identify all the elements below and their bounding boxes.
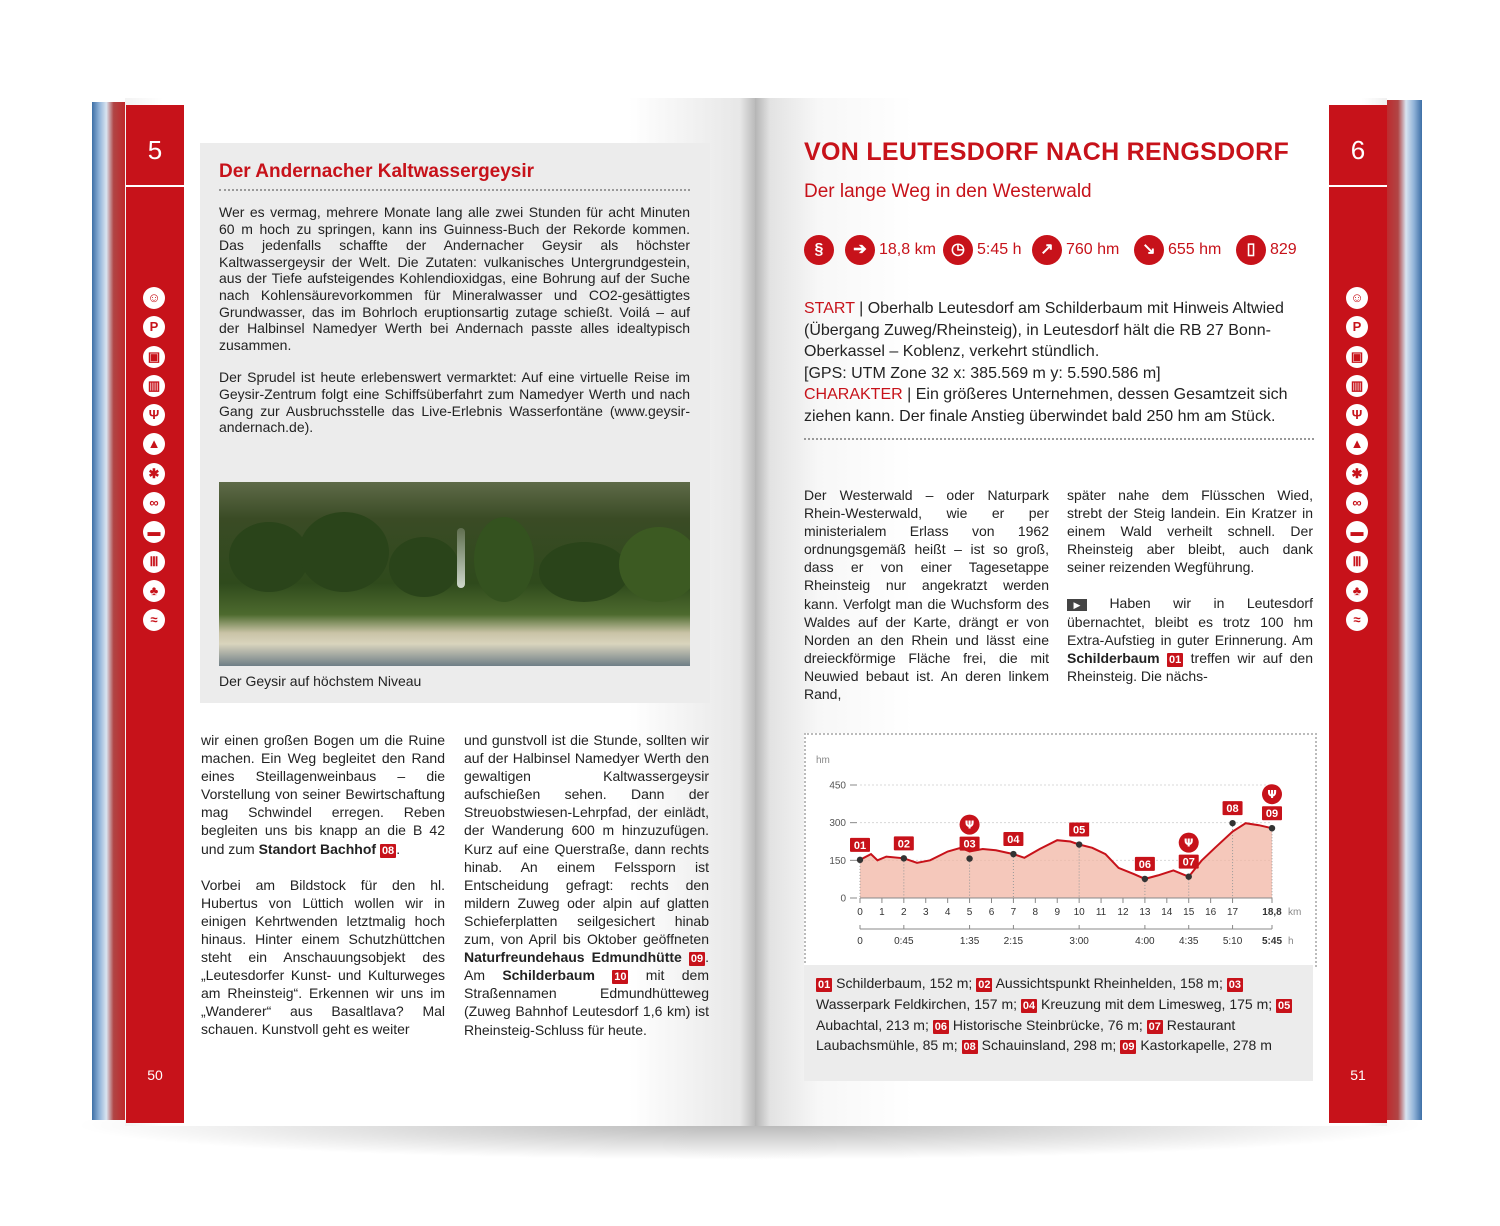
restaurant-icon-glyph: Ψ	[1184, 836, 1194, 850]
time-tick-label: 0	[857, 936, 863, 947]
x-tick-label: 9	[1054, 907, 1061, 918]
waypoint-legend	[804, 965, 1313, 1081]
side-icon-list	[143, 287, 167, 639]
x-tick-label: 3	[922, 907, 929, 918]
restaurant-icon-glyph: Ψ	[964, 818, 975, 832]
time-tick-label: 4:00	[1135, 936, 1155, 947]
waypoint-badge: 01	[818, 979, 831, 991]
tab-divider	[126, 185, 184, 187]
gps-coordinates: [GPS: UTM Zone 32 x: 385.569 m y: 5.590.586 m]	[804, 364, 1161, 382]
distance-sign-icon: ➔	[845, 235, 875, 265]
place-name: Standort Bachhof	[258, 840, 377, 857]
tab-divider	[1329, 185, 1387, 187]
stat-value: 829	[1270, 241, 1297, 258]
parking-icon: P	[1346, 316, 1368, 338]
waypoint-dot	[857, 857, 863, 863]
elevation-chart	[806, 735, 1311, 961]
info-box-title: Der Andernacher Kaltwassergeysir	[219, 161, 535, 182]
dotted-divider	[804, 438, 1314, 440]
restaurant-icon-glyph: Ψ	[1267, 788, 1277, 802]
x-tick-label: 1	[879, 907, 885, 918]
bus-icon: ▣	[1346, 346, 1368, 368]
time-tick-label: 1:35	[959, 936, 980, 947]
x-unit-label: km	[1288, 907, 1302, 918]
photo-caption: Der Geysir auf höchstem Niveau	[219, 673, 422, 689]
stat-value: 18,8 km	[879, 241, 936, 258]
waypoint-badge: 10	[614, 971, 627, 984]
x-tick-label: 11	[1095, 907, 1107, 918]
dotted-divider	[219, 189, 690, 191]
chapter-tab-left	[126, 105, 184, 1123]
tour-stats	[804, 235, 1314, 267]
difficulty-icon: §	[804, 235, 834, 265]
start-label: START	[804, 300, 855, 317]
time-tick-label: 4:35	[1178, 936, 1199, 947]
chapter-number: 5	[147, 135, 163, 165]
basket-icon: ▥	[143, 375, 165, 397]
waypoint-badge-label: 06	[1138, 858, 1152, 871]
stat-value: 760 hm	[1066, 241, 1120, 258]
x-tick-label: 2	[901, 907, 907, 918]
legend-item-text: Kastorkapelle, 278 m	[1136, 1037, 1272, 1054]
bike-icon: ∞	[1346, 492, 1368, 514]
legend-item-text: Schauinsland, 298 m;	[977, 1037, 1121, 1054]
y-tick-label: 450	[829, 780, 846, 792]
bus-icon: ▣	[143, 346, 165, 368]
clock-icon: ◷	[943, 235, 973, 265]
descent-arrow-icon: ↘	[1134, 235, 1164, 265]
restaurant-icon: Ψ	[1346, 404, 1368, 426]
page-number: 51	[1350, 1067, 1366, 1083]
waypoint-badge: 07	[1148, 1020, 1161, 1033]
waypoint-dot	[1229, 820, 1235, 826]
charakter-label: CHARAKTER	[804, 386, 903, 403]
waypoint-badge: 09	[1122, 1041, 1135, 1054]
waypoint-badge: 02	[978, 979, 991, 991]
time-unit-label: h	[1288, 936, 1294, 947]
time-tick-label: 0:45	[894, 936, 914, 947]
x-tick-label: 6	[988, 907, 995, 918]
right-text-column-1	[804, 486, 1049, 721]
waypoint-dot	[1076, 841, 1082, 847]
time-tick-label: 3:00	[1069, 936, 1089, 947]
waypoint-badge: 09	[690, 953, 704, 966]
x-tick-label: 15	[1183, 907, 1195, 918]
waypoint-badge: 06	[934, 1020, 947, 1033]
x-tick-label: 14	[1161, 907, 1173, 918]
left-text-column-1	[201, 731, 445, 1057]
ascent-arrow-icon: ↗	[1032, 235, 1062, 265]
left-text-column-2	[464, 731, 709, 1057]
waypoint-badge-label: 09	[1265, 808, 1279, 821]
swim-icon: ≈	[143, 609, 165, 631]
waypoint-dot	[1010, 851, 1016, 857]
y-tick-label: 300	[829, 818, 846, 830]
x-tick-label: 13	[1139, 907, 1151, 918]
bed-icon: ▬	[143, 521, 165, 543]
legend-item-text: Schilderbaum, 152 m;	[832, 975, 977, 991]
place-name: Naturfreundehaus Edmundhütte	[464, 949, 682, 966]
place-name: Schilderbaum	[1067, 649, 1160, 666]
bike-icon: ∞	[143, 492, 165, 514]
swim-icon: ≈	[1346, 609, 1368, 631]
start-info: START | Oberhalb Leutesdorf am Schilderbaum mit Hinweis Altwied (Übergang Zuweg/Rheinsteig), in Leutesdorf hält die RB 27 Bonn-Oberkassel – Koblenz, verkehrt stündlich. [GPS: UTM Zone 32 x: 385.569 m y: 5.590.586 m] CHARAKTER | Ein größeres Unternehmen, dessen Gesamtzeit sich ziehen kann. Der finale Anstieg überwindet bald 250 hm am Stück.	[804, 300, 1288, 425]
snowflake-icon: ✱	[143, 463, 165, 485]
info-box-text	[219, 204, 690, 452]
elevation-profile	[804, 733, 1317, 967]
paragraph: Der Westerwald – oder Naturpark Rhein-Westerwald, wie er per ministerialem Erlass von 1962 ordnungsgemäß heißt – ist so groß, dass er von einer Tagesetappe Rheinsteig nur angekratzt werden kann. Verfolgt man die Wuchsform des Waldes auf der Karte, drängt er von Norden an den Rhein und lässt eine dreieckförmige Fläche frei, die mit Neuwied bebaut ist. An deren linkem Rand,	[804, 487, 1049, 703]
x-tick-label: 12	[1117, 907, 1129, 918]
page-number: 50	[147, 1067, 163, 1083]
play-marker-icon: ▶	[1067, 599, 1087, 611]
legend-item-text: Aubachtal, 213 m;	[816, 1016, 933, 1033]
parking-icon: P	[143, 316, 165, 338]
waypoint-badge: 08	[963, 1041, 976, 1054]
book-edge-right	[1382, 100, 1422, 1120]
waypoint-dot	[1186, 873, 1192, 879]
waypoint-dot	[1269, 825, 1275, 831]
waypoint-badge-label: 02	[897, 838, 910, 851]
paragraph: wir einen großen Bogen um die Ruine machen. Ein Weg begleitet den Rand eines Steillagenweinbaus – die Vorstellung von seiner Bewirtschaftung mag Schwindel erregen. Reben begleiten uns bis knapp an die B 42 und zum Standort Bachhof 08 .	[201, 732, 445, 857]
x-tick-label: 7	[1010, 907, 1017, 918]
chapter-tab-right	[1329, 105, 1387, 1123]
x-tick-label: 4	[944, 907, 951, 918]
waypoint-dot	[1142, 876, 1148, 882]
info-paragraph: Der Sprudel ist heute erlebenswert vermarktet: Auf eine virtuelle Reise im Geysir-Zentrum folgt eine Schiffsüberfahrt zum Namedyer Werth und nach Gang zur Ausbruchsstelle das Live-Erlebnis Wasserfontäne (www.geysir-andernach.de).	[219, 369, 690, 436]
waypoint-badge-label: 03	[963, 838, 976, 851]
side-icon-list	[1346, 287, 1370, 639]
phone-icon: ▯	[1236, 235, 1266, 265]
x-tick-label: 18,8	[1262, 907, 1282, 918]
x-tick-label: 10	[1073, 907, 1085, 918]
legend-item-text: Restaurant Laubachsmühle, 85 m;	[816, 1016, 1236, 1054]
book-edge-left	[92, 102, 128, 1120]
legend-text	[816, 973, 1306, 1056]
waypoint-dot	[966, 855, 972, 861]
basket-icon: ▥	[1346, 375, 1368, 397]
waypoint-badge: 08	[381, 844, 395, 857]
tree-icon: ♣	[143, 580, 165, 602]
kids-icon: ☺	[143, 287, 165, 309]
tree-icon: ♣	[1346, 580, 1368, 602]
chapter-number: 6	[1350, 135, 1366, 165]
tour-title: VON LEUTESDORF NACH RENGSDORF	[804, 138, 1290, 166]
legend-item-text: Kreuzung mit dem Limesweg, 175 m;	[1037, 995, 1277, 1012]
right-text-column-2	[1067, 486, 1313, 703]
x-tick-label: 8	[1032, 907, 1039, 918]
charakter-text: Ein größeres Unternehmen, dessen Gesamtzeit sich ziehen kann. Der finale Anstieg überwindet bald 250 hm am Stück.	[804, 386, 1288, 425]
time-tick-label: 5:10	[1222, 936, 1243, 947]
info-paragraph: Wer es vermag, mehrere Monate lang alle zwei Stunden für acht Minuten 60 m hoch zu springen, kann ins Guinness-Buch der Rekorde kommen. Das jedenfalls schaffte der Andernacher Geysir als höchster Kaltwassergeysir der Welt. Die Zutaten: vulkanisches Untergrundgestein, aus der Tiefe aufsteigendes Kohlendioxidgas, eine Bohrung auf der Suche nach Kohlensäurevorkommen für Mineralwasser und CO2-gesättigtes Grundwasser, das im Bohrloch eruptionsartig zutage schießt. Voilá – auf der Halbinsel Namedyer Werth bei Andernach passte alles idealtypisch zusammen.	[219, 204, 690, 353]
camping-icon: ▲	[1346, 433, 1368, 455]
museum-icon: Ⅲ	[143, 551, 165, 573]
paragraph: ▶ Haben wir in Leutesdorf übernachtet, bleibt es trotz 100 hm Extra-Aufstieg in guter Erinnerung. Am Schilderbaum 01 treffen wir auf den Rheinsteig. Die nächs-	[1067, 595, 1313, 684]
paragraph: Vorbei am Bildstock für den hl. Hubertus von Lüttich wollen wir in einigen Kehrtwenden letztmalig hoch hinaus. Hinter einem Schutzhüttchen steht ein Anschauungsobjekt des „Leutesdorfer Kunst- und Kulturweges am Rheinsteig“. Erkennen wir uns im „Wanderer“ aus Basaltlava? Mal schauen. Kunstvoll geht es weiter	[201, 876, 445, 1038]
time-tick-label: 2:15	[1003, 936, 1024, 947]
place-name: Schilderbaum	[502, 967, 595, 984]
waypoint-badge-label: 08	[1226, 803, 1239, 816]
geysir-photo	[219, 482, 690, 666]
legend-item-text: Wasserpark Feldkirchen, 157 m;	[816, 995, 1021, 1012]
stat-value: 5:45 h	[977, 241, 1022, 258]
y-axis-label: hm	[816, 755, 830, 766]
info-box-geysir	[200, 143, 710, 703]
y-tick-label: 150	[829, 855, 846, 867]
waypoint-badge-label: 07	[1182, 856, 1195, 869]
start-text: Oberhalb Leutesdorf am Schilderbaum mit Hinweis Altwied (Übergang Zuweg/Rheinsteig), in Leutesdorf hält die RB 27 Bonn-Oberkassel – Koblenz, verkehrt stündlich.	[804, 300, 1284, 360]
waypoint-dot	[901, 855, 907, 861]
kids-icon: ☺	[1346, 287, 1368, 309]
geysir-spray	[457, 528, 465, 588]
legend-item-text: Historische Steinbrücke, 76 m;	[949, 1016, 1147, 1033]
restaurant-icon: Ψ	[143, 404, 165, 426]
museum-icon: Ⅲ	[1346, 551, 1368, 573]
time-tick-label: 5:45	[1261, 936, 1283, 947]
y-tick-label: 0	[840, 893, 846, 905]
tour-subtitle: Der lange Weg in den Westerwald	[804, 181, 1092, 202]
waypoint-badge-label: 01	[853, 839, 867, 852]
x-tick-label: 0	[857, 907, 863, 918]
waypoint-badge: 04	[1022, 999, 1036, 1012]
snowflake-icon: ✱	[1346, 463, 1368, 485]
book-gutter	[740, 98, 770, 1126]
legend-item-text: Aussichtspunkt Rheinhelden, 158 m;	[992, 975, 1227, 991]
bed-icon: ▬	[1346, 521, 1368, 543]
waypoint-badge: 03	[1228, 979, 1241, 991]
paragraph: und gunstvoll ist die Stunde, sollten wir auf der Halbinsel Namedyer Werth den gewaltigen Kaltwassergeysir aufschießen sehen. Dann der Streuobstwiesen-Lehrpfad, der einlädt, der Wanderung 600 m hinzuzufügen. Kurz auf eine Querstraße, dann rechts hinab. An einem Felssporn ist Entscheidung gefragt: rechts den mildern Zuweg oder alpin auf glatten Schieferplatten seilgesichert hinab zum, von April bis Oktober geöffneten Naturfreundehaus Edmundhütte 09 . Am Schilderbaum 10 mit dem Straßennamen Edmundhütteweg (Zuweg Bahnhof Leutesdorf 1,6 km) ist Rheinsteig-Schluss für heute.	[464, 732, 710, 1038]
camping-icon: ▲	[143, 433, 165, 455]
waypoint-badge: 01	[1169, 653, 1182, 666]
x-tick-label: 17	[1226, 907, 1239, 918]
waypoint-badge-label: 05	[1073, 824, 1086, 837]
waypoint-badge-label: 04	[1007, 834, 1020, 847]
stat-value: 655 hm	[1168, 241, 1222, 258]
x-tick-label: 16	[1205, 907, 1217, 918]
waypoint-badge: 05	[1278, 999, 1291, 1012]
x-tick-label: 5	[966, 907, 973, 918]
paragraph: später nahe dem Flüsschen Wied, strebt der Steig landein. Ein Kratzer in einem Wald verheilt schnell. Der Rheinsteig aber bleibt, auch dank seiner reizenden Wegführung.	[1067, 487, 1313, 576]
